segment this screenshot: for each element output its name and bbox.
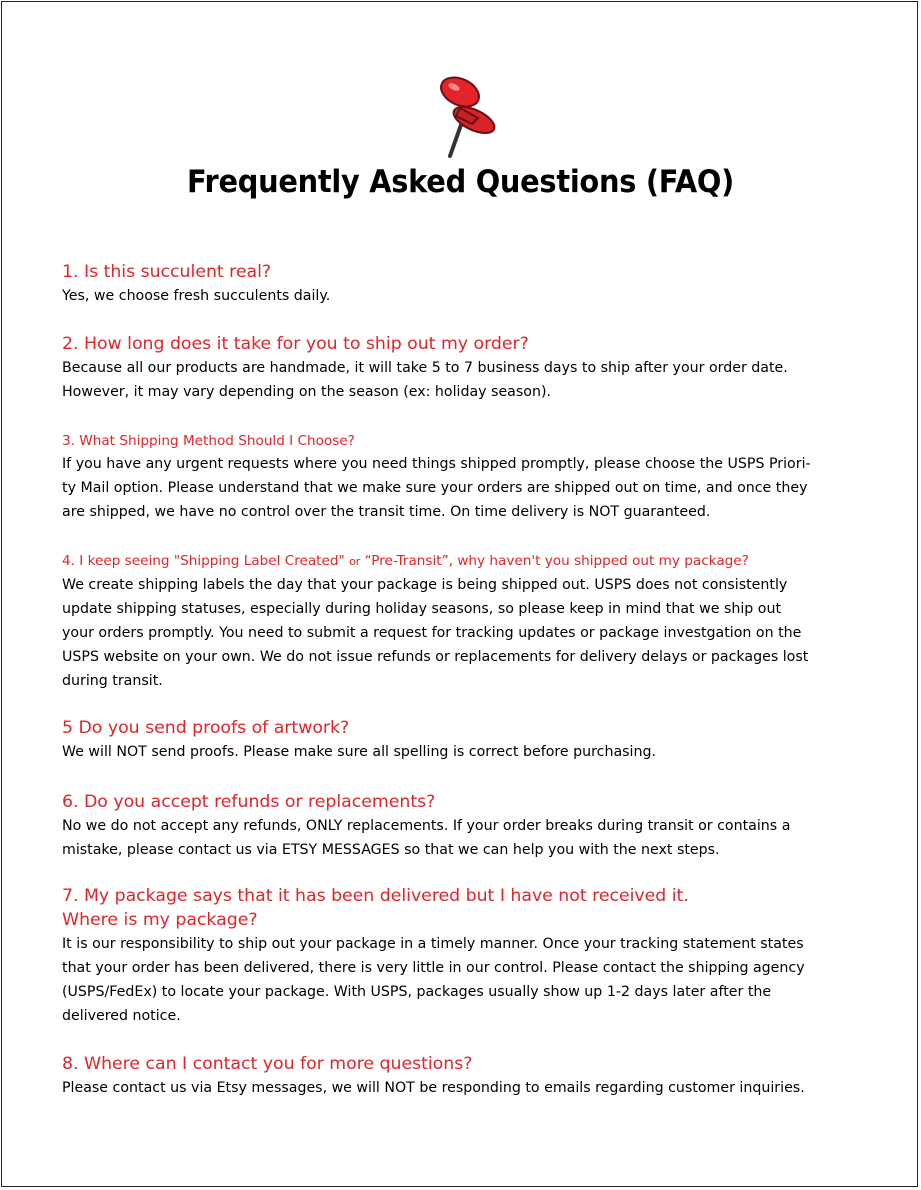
faq-answer-line: USPS website on your own. We do not issue refunds or replacements for delivery delays or packages lost [62, 649, 809, 665]
faq-answer-line: We will NOT send proofs. Please make sure all spelling is correct before purchasing. [62, 744, 656, 760]
faq-question: 2. How long does it take for you to ship out my order? [62, 334, 529, 354]
faq-item-8 [62, 1052, 805, 1100]
faq-answer-line: delivered notice. [62, 1008, 181, 1024]
faq-item-5 [62, 716, 656, 764]
faq-answer-line: that your order has been delivered, there is very little in our control. Please contact the shipping agency [62, 960, 805, 976]
faq-answer-line: during transit. [62, 673, 163, 689]
faq-question: 3. What Shipping Method Should I Choose? [62, 433, 355, 449]
faq-question-part: “Pre-Transit”, why haven't you shipped out my package? [360, 553, 749, 569]
faq-answer-line: If you have any urgent requests where you need things shipped promptly, please choose the USPS Priori- [62, 456, 811, 472]
page-title: Frequently Asked Questions (FAQ) [186, 164, 735, 200]
pushpin-icon [430, 72, 502, 158]
faq-question-or: or [349, 555, 361, 568]
faq-answer-line: No we do not accept any refunds, ONLY replacements. If your order breaks during transit or contains a [62, 818, 791, 834]
faq-answer-line: We create shipping labels the day that your package is being shipped out. USPS does not consistently [62, 577, 788, 593]
faq-page [1, 1, 918, 1187]
faq-question: 1. Is this succulent real? [62, 262, 272, 282]
faq-question-line2: Where is my package? [62, 910, 258, 930]
faq-answer-line: are shipped, we have no control over the transit time. On time delivery is NOT guaranteed. [62, 504, 711, 520]
faq-answer-line: ty Mail option. Please understand that we make sure your orders are shipped out on time, and once they [62, 480, 808, 496]
faq-answer-line: (USPS/FedEx) to locate your package. With USPS, packages usually show up 1-2 days later after the [62, 984, 772, 1000]
faq-answer-line: Please contact us via Etsy messages, we will NOT be responding to emails regarding customer inquiries. [62, 1080, 805, 1096]
faq-question: 5 Do you send proofs of artwork? [62, 718, 350, 738]
faq-question: 6. Do you accept refunds or replacements? [62, 792, 436, 812]
faq-question-part: 4. I keep seeing "Shipping Label Created" [62, 553, 350, 569]
faq-item-7 [62, 884, 805, 1028]
faq-answer-line: Because all our products are handmade, it will take 5 to 7 business days to ship after your order date. [62, 360, 788, 376]
faq-answer-line: It is our responsibility to ship out your package in a timely manner. Once your tracking statement states [62, 936, 804, 952]
faq-question [62, 550, 808, 573]
faq-question: 8. Where can I contact you for more questions? [62, 1054, 473, 1074]
faq-question: 7. My package says that it has been delivered but I have not received it. [62, 886, 689, 906]
faq-answer-line: Yes, we choose fresh succulents daily. [62, 288, 331, 304]
faq-item-6 [62, 790, 790, 862]
faq-answer-line: mistake, please contact us via ETSY MESSAGES so that we can help you with the next steps. [62, 842, 720, 858]
faq-answer-line: However, it may vary depending on the season (ex: holiday season). [62, 384, 551, 400]
faq-item-4 [62, 550, 808, 693]
faq-item-3 [62, 430, 811, 524]
faq-answer-line: update shipping statuses, especially during holiday seasons, so please keep in mind that we ship out [62, 601, 782, 617]
faq-item-2 [62, 332, 788, 404]
faq-item-1 [62, 260, 330, 308]
faq-answer-line: your orders promptly. You need to submit a request for tracking updates or package investgation on the [62, 625, 802, 641]
